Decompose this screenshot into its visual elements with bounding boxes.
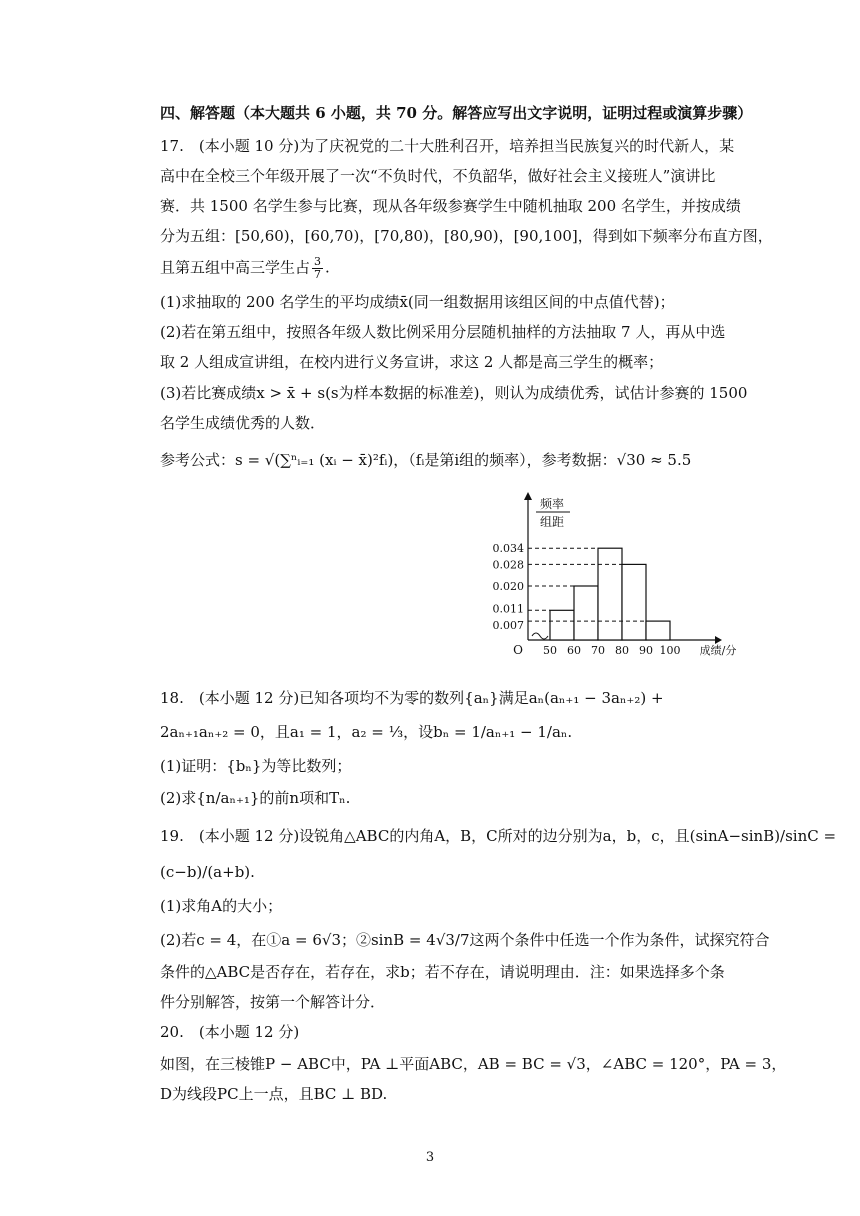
frequency-histogram [480,490,740,660]
q17-part-3b: 名学生成绩优秀的人数． [160,414,326,432]
q19-part-2a: (2)若c = 4，在①a = 6√3；②sinB = 4√3/7这两个条件中任选一个作为条件，试探究符合 [160,931,770,949]
histogram-bar [550,610,574,640]
y-tick-label: 0.007 [492,619,524,633]
q18-part-2: (2)求{n/aₙ₊₁}的前n项和Tₙ. [160,789,351,807]
q20-line-1: 20. (本小题 12 分) [160,1023,300,1041]
q18-line-2: 2aₙ₊₁aₙ₊₂ = 0，且a₁ = 1，a₂ = ⅓，设bₙ = 1/aₙ₊₁ − 1/aₙ. [160,723,573,741]
q17-line-3: 赛．共 1500 名学生参与比赛，现从各年级参赛学生中随机抽取 200 名学生，并按成绩 [160,197,741,215]
q19-part-1: (1)求角A的大小； [160,897,283,915]
q17-part-2b: 取 2 人组成宣讲组，在校内进行义务宣讲，求这 2 人都是高三学生的概率； [160,353,664,371]
y-tick-label: 0.011 [492,602,524,616]
x-tick-label: 60 [567,644,581,657]
fraction-numerator: 3 [314,255,322,268]
fraction-denominator: 7 [314,268,322,281]
q19-line-1: 19. (本小题 12 分)设锐角△ABC的内角A，B，C所对的边分别为a，b，c，且(sinA−sinB)/sinC = [160,827,837,845]
y-tick-label: 0.028 [492,558,524,572]
q17-line-2: 高中在全校三个年级开展了一次“不负时代，不负韶华，做好社会主义接班人”演讲比 [160,167,716,185]
q17-line-1: 17. (本小题 10 分)为了庆祝党的二十大胜利召开，培养担当民族复兴的时代新人，某 [160,137,735,155]
q17-line-4: 分为五组：[50,60)，[60,70)，[70,80)，[80,90)，[90,100]，得到如下频率分布直方图， [160,227,773,245]
q19-part-2b: 条件的△ABC是否存在，若存在，求b；若不存在，请说明理由．注：如果选择多个条 [160,963,725,981]
fraction-3-7 [312,256,323,281]
section-heading: 四、解答题（本大题共 6 小题，共 70 分。解答应写出文字说明，证明过程或演算步骤） [160,104,753,122]
y-label-bottom: 组距 [539,515,565,529]
q17-line-5-end: . [325,258,330,277]
q17-part-1: (1)求抽取的 200 名学生的平均成绩x̄(同一组数据用该组区间的中点值代替)； [160,293,675,311]
q18-part-1: (1)证明：{bₙ}为等比数列； [160,757,352,775]
q20-line-2: 如图，在三棱锥P − ABC中，PA ⊥平面ABC，AB = BC = √3，∠ABC = 120°，PA = 3， [160,1055,787,1073]
x-axis-arrow [715,636,722,644]
x-tick-label: 100 [659,644,681,657]
q19-part-2c: 件分别解答，按第一个解答计分． [160,993,386,1011]
q17-part-2a: (2)若在第五组中，按照各年级人数比例采用分层随机抽样的方法抽取 7 人，再从中选 [160,323,726,341]
q20-line-3: D为线段PC上一点，且BC ⊥ BD. [160,1085,388,1103]
origin-label: O [513,643,523,657]
x-tick-label: 50 [543,644,557,657]
y-tick-label: 0.020 [492,580,524,593]
q19-line-2: (c−b)/(a+b). [160,863,255,881]
q17-formula: 参考公式：s = √(∑ⁿᵢ₌₁ (xᵢ − x̄)²fᵢ)，（fᵢ是第i组的频率），参考数据：√30 ≈ 5.5 [160,451,692,469]
x-tick-label: 90 [639,644,653,657]
histogram-bar [574,586,598,640]
y-label-top: 频率 [539,497,565,511]
page-number: 3 [425,1150,435,1165]
y-tick-label: 0.034 [492,542,524,556]
axis-break-mark [532,633,548,639]
x-tick-label: 70 [591,644,605,657]
q18-line-1: 18. (本小题 12 分)已知各项均不为零的数列{aₙ}满足aₙ(aₙ₊₁ − 3aₙ₊₂) + [160,689,664,707]
q17-part-3a: (3)若比赛成绩x > x̄ + s(s为样本数据的标准差)，则认为成绩优秀，试估计参赛的 1500 [160,384,748,402]
y-axis-arrow [524,492,532,500]
x-axis-label: 成绩/分 [699,644,737,657]
q17-line-5 [160,256,330,281]
histogram-bar [598,548,622,640]
histogram-bar [646,621,670,640]
x-tick-label: 80 [615,644,629,657]
histogram-bar [622,564,646,640]
q17-line-5-text: 且第五组中高三学生占 [160,258,311,277]
